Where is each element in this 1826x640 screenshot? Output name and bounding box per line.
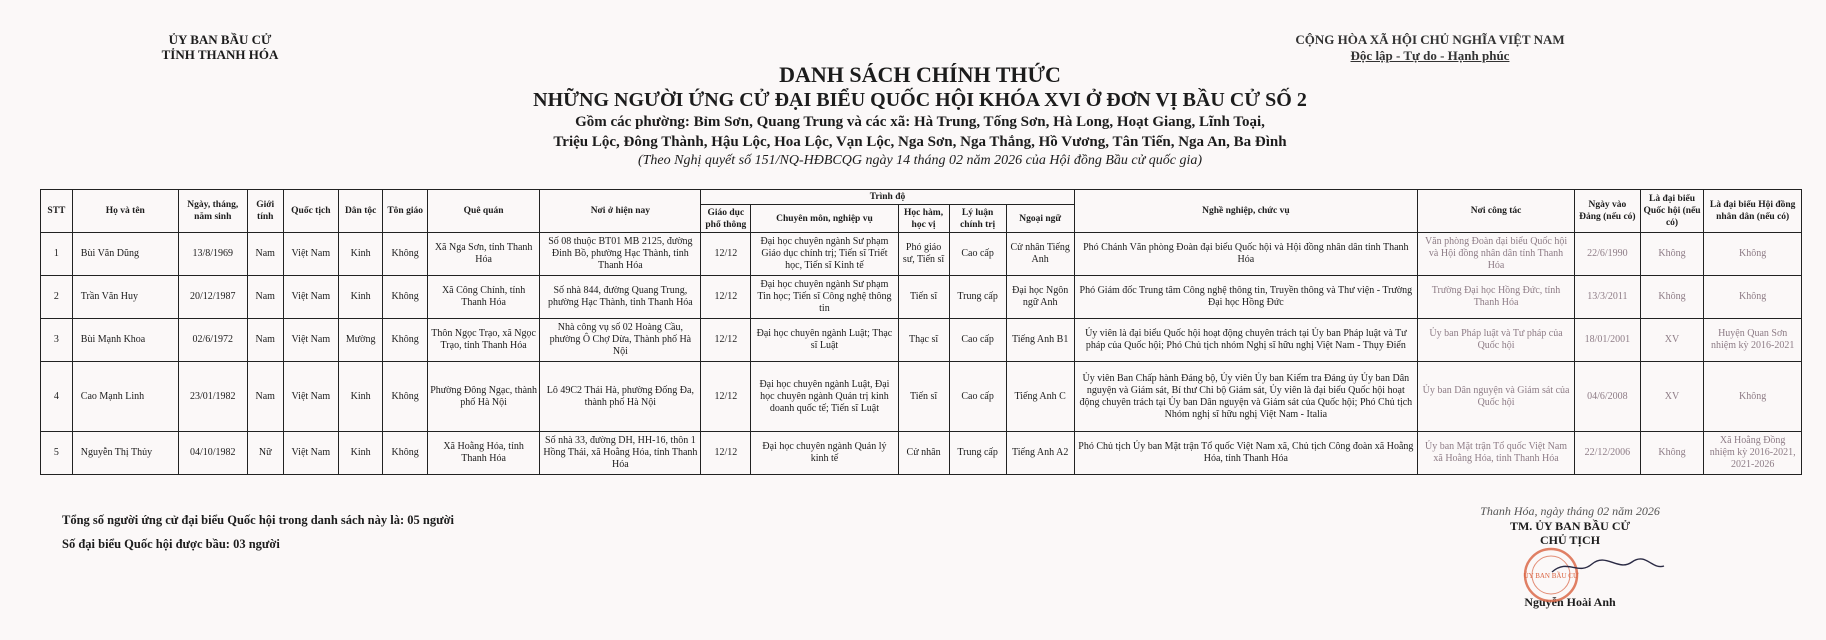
cell-hometown: Phường Đông Ngạc, thành phố Hà Nội xyxy=(427,362,539,432)
document-title: DANH SÁCH CHÍNH THỨC xyxy=(779,62,1061,87)
col-header-council: Là đại biểu Hội đồng nhân dân (nếu có) xyxy=(1704,190,1802,233)
cell-religion: Không xyxy=(383,432,428,475)
seats-count: Số đại biểu Quốc hội được bầu: 03 người xyxy=(62,537,280,551)
cell-language: Đại học Ngôn ngữ Anh xyxy=(1006,276,1074,319)
cell-nationality: Việt Nam xyxy=(283,233,338,276)
col-header-ethnicity: Dân tộc xyxy=(338,190,383,233)
cell-gender: Nữ xyxy=(247,432,283,475)
cell-dob: 02/6/1972 xyxy=(178,319,247,362)
nation-motto: Độc lập - Tự do - Hạnh phúc xyxy=(1350,48,1510,63)
cell-degree: Phó giáo sư, Tiến sĩ xyxy=(898,233,949,276)
cell-degree: Tiến sĩ xyxy=(898,362,949,432)
cell-gender: Nam xyxy=(247,319,283,362)
issuer-line-1: ỦY BAN BẦU CỬ xyxy=(168,32,272,47)
cell-residence: Số nhà 844, đường Quang Trung, phường Hạc Thành, tỉnh Thanh Hóa xyxy=(540,276,701,319)
cell-nationality: Việt Nam xyxy=(283,362,338,432)
cell-degree: Thạc sĩ xyxy=(898,319,949,362)
cell-language: Tiếng Anh C xyxy=(1006,362,1074,432)
table-row xyxy=(41,276,1802,319)
cell-professional: Đại học chuyên ngành Luật, Đại học chuyên ngành Quản trị kinh doanh quốc tế; Tiến sĩ Luật xyxy=(751,362,898,432)
cell-ethnicity: Kinh xyxy=(338,233,383,276)
cell-stt: 5 xyxy=(41,432,73,475)
col-header-general: Giáo dục phổ thông xyxy=(701,205,751,233)
col-header-professional: Chuyên môn, nghiệp vụ xyxy=(751,205,898,233)
cell-professional: Đại học chuyên ngành Sư phạm Giáo dục chính trị; Tiến sĩ Triết học, Tiến sĩ Kinh tế xyxy=(751,233,898,276)
cell-ethnicity: Kinh xyxy=(338,276,383,319)
col-header-occupation: Nghề nghiệp, chức vụ xyxy=(1074,190,1418,233)
cell-religion: Không xyxy=(383,276,428,319)
cell-hometown: Xã Nga Sơn, tỉnh Thanh Hóa xyxy=(427,233,539,276)
table-row xyxy=(41,362,1802,432)
cell-na-deputy: XV xyxy=(1640,319,1704,362)
cell-political: Trung cấp xyxy=(949,276,1006,319)
col-header-na-deputy: Là đại biểu Quốc hội (nếu có) xyxy=(1640,190,1704,233)
col-header-political: Lý luận chính trị xyxy=(949,205,1006,233)
cell-stt: 3 xyxy=(41,319,73,362)
issuer-line-2: TỈNH THANH HÓA xyxy=(161,47,279,62)
col-header-party-date: Ngày vào Đảng (nếu có) xyxy=(1575,190,1641,233)
seal-text: ỦY BAN BẦU CỬ xyxy=(1523,572,1579,580)
cell-religion: Không xyxy=(383,362,428,432)
cell-political: Cao cấp xyxy=(949,319,1006,362)
legal-basis: (Theo Nghị quyết số 151/NQ-HĐBCQG ngày 14 tháng 02 năm 2026 của Hội đồng Bầu cử quốc gia) xyxy=(637,153,1203,168)
cell-dob: 04/10/1982 xyxy=(178,432,247,475)
candidate-table xyxy=(40,189,1802,475)
cell-nationality: Việt Nam xyxy=(283,276,338,319)
cell-residence: Lô 49C2 Thái Hà, phường Đống Đa, thành phố Hà Nội xyxy=(540,362,701,432)
cell-professional: Đại học chuyên ngành Sư phạm Tin học; Tiến sĩ Công nghệ thông tin xyxy=(751,276,898,319)
cell-residence: Số 08 thuộc BT01 MB 2125, đường Đinh Bồ, phường Hạc Thành, tỉnh Thanh Hóa xyxy=(540,233,701,276)
cell-party-date: 22/12/2006 xyxy=(1575,432,1641,475)
cell-general: 12/12 xyxy=(701,319,751,362)
cell-ethnicity: Mường xyxy=(338,319,383,362)
col-header-hometown: Quê quán xyxy=(427,190,539,233)
cell-gender: Nam xyxy=(247,276,283,319)
cell-name: Trần Văn Huy xyxy=(72,276,178,319)
cell-political: Cao cấp xyxy=(949,233,1006,276)
cell-stt: 2 xyxy=(41,276,73,319)
cell-professional: Đại học chuyên ngành Quản lý kinh tế xyxy=(751,432,898,475)
cell-general: 12/12 xyxy=(701,233,751,276)
col-header-stt: STT xyxy=(41,190,73,233)
cell-language: Tiếng Anh A2 xyxy=(1006,432,1074,475)
col-header-name: Họ và tên xyxy=(72,190,178,233)
cell-name: Cao Mạnh Linh xyxy=(72,362,178,432)
table-row xyxy=(41,319,1802,362)
col-header-degree: Học hàm, học vị xyxy=(898,205,949,233)
col-header-education: Trình độ xyxy=(701,190,1074,205)
col-header-workplace: Nơi công tác xyxy=(1418,190,1575,233)
cell-ethnicity: Kinh xyxy=(338,432,383,475)
national-header xyxy=(1270,32,1590,64)
cell-occupation: Phó Chánh Văn phòng Đoàn đại biểu Quốc hội và Hội đồng nhân dân tỉnh Thanh Hóa xyxy=(1074,233,1418,276)
cell-na-deputy: Không xyxy=(1640,432,1704,475)
place-date: Thanh Hóa, ngày tháng 02 năm 2026 xyxy=(1480,504,1660,518)
cell-occupation: Ủy viên là đại biểu Quốc hội hoạt động chuyên trách tại Ủy ban Pháp luật và Tư pháp của Quốc hội; Phó Chủ tịch nhóm Nghị sĩ hữu nghị Việt Nam - Thụy Điển xyxy=(1074,319,1418,362)
cell-party-date: 18/01/2001 xyxy=(1575,319,1641,362)
nation-name: CỘNG HÒA XÃ HỘI CHỦ NGHĨA VIỆT NAM xyxy=(1295,32,1565,47)
cell-residence: Nhà công vụ số 02 Hoàng Cầu, phường Ô Chợ Dừa, Thành phố Hà Nội xyxy=(540,319,701,362)
cell-language: Cử nhân Tiếng Anh xyxy=(1006,233,1074,276)
cell-council: Không xyxy=(1704,233,1802,276)
cell-council: Huyện Quan Sơn nhiệm kỳ 2016-2021 xyxy=(1704,319,1802,362)
cell-workplace: Ủy ban Pháp luật và Tư pháp của Quốc hội xyxy=(1418,319,1575,362)
cell-council: Không xyxy=(1704,276,1802,319)
document-title-block xyxy=(380,62,1460,170)
col-header-religion: Tôn giáo xyxy=(383,190,428,233)
constituency-line-2: Triệu Lộc, Đông Thành, Hậu Lộc, Hoa Lộc, Vạn Lộc, Nga Sơn, Nga Thắng, Hồ Vương, Tân Tiến, Nga An, Ba Đình xyxy=(553,134,1287,150)
cell-name: Bùi Mạnh Khoa xyxy=(72,319,178,362)
cell-hometown: Xã Công Chính, tỉnh Thanh Hóa xyxy=(427,276,539,319)
cell-dob: 20/12/1987 xyxy=(178,276,247,319)
cell-party-date: 13/3/2011 xyxy=(1575,276,1641,319)
cell-council: Không xyxy=(1704,362,1802,432)
cell-general: 12/12 xyxy=(701,362,751,432)
cell-religion: Không xyxy=(383,233,428,276)
cell-gender: Nam xyxy=(247,362,283,432)
cell-hometown: Thôn Ngọc Trạo, xã Ngọc Trạo, tỉnh Thanh Hóa xyxy=(427,319,539,362)
cell-na-deputy: Không xyxy=(1640,233,1704,276)
signing-organization: TM. ỦY BAN BẦU CỬ xyxy=(1509,519,1631,533)
cell-general: 12/12 xyxy=(701,276,751,319)
cell-language: Tiếng Anh B1 xyxy=(1006,319,1074,362)
cell-political: Trung cấp xyxy=(949,432,1006,475)
cell-na-deputy: Không xyxy=(1640,276,1704,319)
cell-party-date: 04/6/2008 xyxy=(1575,362,1641,432)
issuer-header xyxy=(150,32,290,62)
cell-occupation: Phó Giám đốc Trung tâm Công nghệ thông tin, Truyền thông và Thư viện - Trường Đại học Hồng Đức xyxy=(1074,276,1418,319)
cell-nationality: Việt Nam xyxy=(283,432,338,475)
cell-name: Bùi Văn Dũng xyxy=(72,233,178,276)
cell-stt: 4 xyxy=(41,362,73,432)
signer-name: Nguyễn Hoài Anh xyxy=(1524,595,1616,609)
cell-gender: Nam xyxy=(247,233,283,276)
cell-ethnicity: Kinh xyxy=(338,362,383,432)
cell-na-deputy: XV xyxy=(1640,362,1704,432)
cell-general: 12/12 xyxy=(701,432,751,475)
total-candidates: Tổng số người ứng cử đại biểu Quốc hội trong danh sách này là: 05 người xyxy=(62,513,454,527)
cell-professional: Đại học chuyên ngành Luật; Thạc sĩ Luật xyxy=(751,319,898,362)
cell-degree: Cử nhân xyxy=(898,432,949,475)
cell-workplace: Ủy ban Mặt trận Tổ quốc Việt Nam xã Hoằng Hóa, tỉnh Thanh Hóa xyxy=(1418,432,1575,475)
cell-degree: Tiến sĩ xyxy=(898,276,949,319)
col-header-nationality: Quốc tịch xyxy=(283,190,338,233)
cell-religion: Không xyxy=(383,319,428,362)
cell-stt: 1 xyxy=(41,233,73,276)
cell-name: Nguyễn Thị Thủy xyxy=(72,432,178,475)
col-header-dob: Ngày, tháng, năm sinh xyxy=(178,190,247,233)
summary-block xyxy=(62,508,454,556)
cell-council: Xã Hoằng Đồng nhiệm kỳ 2016-2021, 2021-2026 xyxy=(1704,432,1802,475)
cell-hometown: Xã Hoằng Hóa, tỉnh Thanh Hóa xyxy=(427,432,539,475)
cell-workplace: Trường Đại học Hồng Đức, tỉnh Thanh Hóa xyxy=(1418,276,1575,319)
table-row xyxy=(41,432,1802,475)
cell-political: Cao cấp xyxy=(949,362,1006,432)
handwritten-signature xyxy=(1548,552,1668,582)
cell-workplace: Ủy ban Dân nguyện và Giám sát của Quốc hội xyxy=(1418,362,1575,432)
signer-role: CHỦ TỊCH xyxy=(1539,533,1601,547)
col-header-language: Ngoại ngữ xyxy=(1006,205,1074,233)
cell-workplace: Văn phòng Đoàn đại biểu Quốc hội và Hội đồng nhân dân tỉnh Thanh Hóa xyxy=(1418,233,1575,276)
constituency-line-1: Gồm các phường: Bỉm Sơn, Quang Trung và các xã: Hà Trung, Tống Sơn, Hà Long, Hoạt Giang, Lĩnh Toại, xyxy=(575,114,1265,130)
cell-occupation: Phó Chủ tịch Ủy ban Mặt trận Tổ quốc Việt Nam xã, Chủ tịch Công đoàn xã Hoằng Hóa, tỉnh Thanh Hóa xyxy=(1074,432,1418,475)
cell-dob: 23/01/1982 xyxy=(178,362,247,432)
col-header-gender: Giới tính xyxy=(247,190,283,233)
cell-nationality: Việt Nam xyxy=(283,319,338,362)
cell-party-date: 22/6/1990 xyxy=(1575,233,1641,276)
document-subtitle: NHỮNG NGƯỜI ỨNG CỬ ĐẠI BIỂU QUỐC HỘI KHÓA XVI Ở ĐƠN VỊ BẦU CỬ SỐ 2 xyxy=(533,89,1307,111)
col-header-residence: Nơi ở hiện nay xyxy=(540,190,701,233)
cell-occupation: Ủy viên Ban Chấp hành Đảng bộ, Ủy viên Ủy ban Kiểm tra Đảng ủy Ủy ban Dân nguyện và Giám sát, Bí thư Chi bộ Giám sát, Ủy viên là đại biểu Quốc hội hoạt động chuyên trách tại Ủy ban Dân nguyện và Giám sát của Quốc hội; Phó Chủ tịch Nhóm nghị sĩ hữu nghị Việt Nam - Italia xyxy=(1074,362,1418,432)
cell-dob: 13/8/1969 xyxy=(178,233,247,276)
table-row xyxy=(41,233,1802,276)
cell-residence: Số nhà 33, đường DH, HH-16, thôn 1 Hồng Thái, xã Hoằng Hóa, tỉnh Thanh Hóa xyxy=(540,432,701,475)
